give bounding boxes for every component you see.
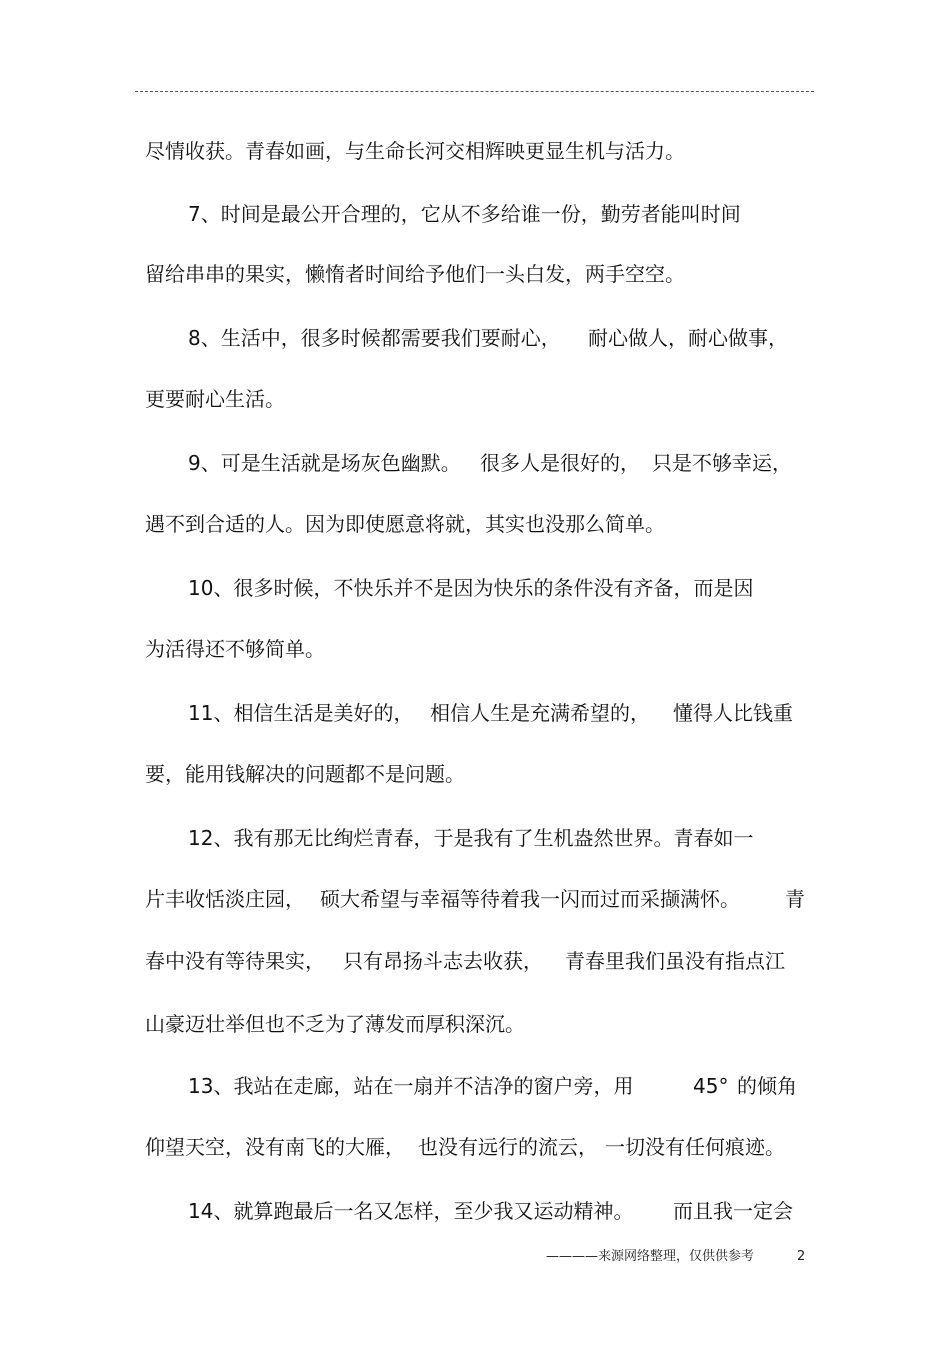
line-segment: 9、可是生活就是场灰色幽默。 [188,451,461,475]
text-line [0,634,950,664]
line-segment: 10、很多时候，不快乐并不是因为快乐的条件没有齐备，而是因 [188,576,754,600]
line-segment: 一切没有任何痕迹。 [605,1135,785,1159]
line-segment: 7、时间是最公开合理的，它从不多给谁一份，勤劳者能叫时间 [188,202,741,226]
line-segment: 春中没有等待果实， [145,949,325,973]
line-segment: 的倾角 [737,1074,797,1098]
text-line [0,199,950,229]
line-segment: 也没有远行的流云， [418,1135,598,1159]
line-segment: 13、我站在走廊，站在一扇并不洁净的窗户旁，用 [188,1074,634,1098]
page-number: 2 [797,1249,806,1264]
line-segment: 青春里我们虽没有指点江 [565,949,785,973]
line-segment: 更要耐心生活。 [145,387,285,411]
line-segment: 11、相信生活是美好的， [188,701,414,725]
text-line [0,259,950,289]
line-segment: 只有昂扬斗志去收获， [343,949,543,973]
text-line [0,1071,950,1101]
line-segment: 很多人是很好的， [480,451,640,475]
line-segment: 相信人生是充满希望的， [430,701,650,725]
line-segment: 而且我一定会 [673,1199,793,1223]
text-line [0,1009,950,1039]
line-segment: 遇不到合适的人。因为即使愿意将就，其实也没那么简单。 [145,512,665,536]
text-line [0,509,950,539]
text-line [0,1196,950,1226]
text-line [0,323,950,353]
line-segment: 尽情收获。青春如画，与生命长河交相辉映更显生机与活力。 [145,139,685,163]
text-line [0,384,950,414]
text-line [0,946,950,976]
line-segment: 8、生活中，很多时候都需要我们要耐心， [188,326,561,350]
text-line [0,698,950,728]
line-segment: 只是不够幸运， [652,451,792,475]
text-line [0,759,950,789]
line-segment: 耐心做人，耐心做事， [588,326,788,350]
text-line [0,136,950,166]
text-line [0,1132,950,1162]
line-segment: 片丰收恬淡庄园， [145,887,305,911]
line-segment: 14、就算跑最后一名又怎样，至少我又运动精神。 [188,1199,634,1223]
text-line [0,573,950,603]
line-segment: 45° [693,1074,729,1098]
line-segment: 仰望天空，没有南飞的大雁， [145,1135,405,1159]
header-dashed-rule [135,91,814,92]
text-line [0,823,950,853]
line-segment: 青 [785,887,805,911]
line-segment: 12、我有那无比绚烂青春，于是我有了生机盎然世界。青春如一 [188,826,754,850]
line-segment: 硕大希望与幸福等待着我一闪而过而采撷满怀。 [320,887,740,911]
line-segment: 为活得还不够简单。 [145,637,325,661]
line-segment: 要，能用钱解决的问题都不是问题。 [145,762,465,786]
text-line [0,448,950,478]
line-segment: 留给串串的果实，懒惰者时间给予他们一头白发，两手空空。 [145,262,685,286]
line-segment: 山豪迈壮举但也不乏为了薄发而厚积深沉。 [145,1012,525,1036]
text-line [0,884,950,914]
line-segment: 懂得人比钱重 [673,701,793,725]
footer-source-note: ————来源网络整理，仅供供参考 [546,1249,755,1264]
